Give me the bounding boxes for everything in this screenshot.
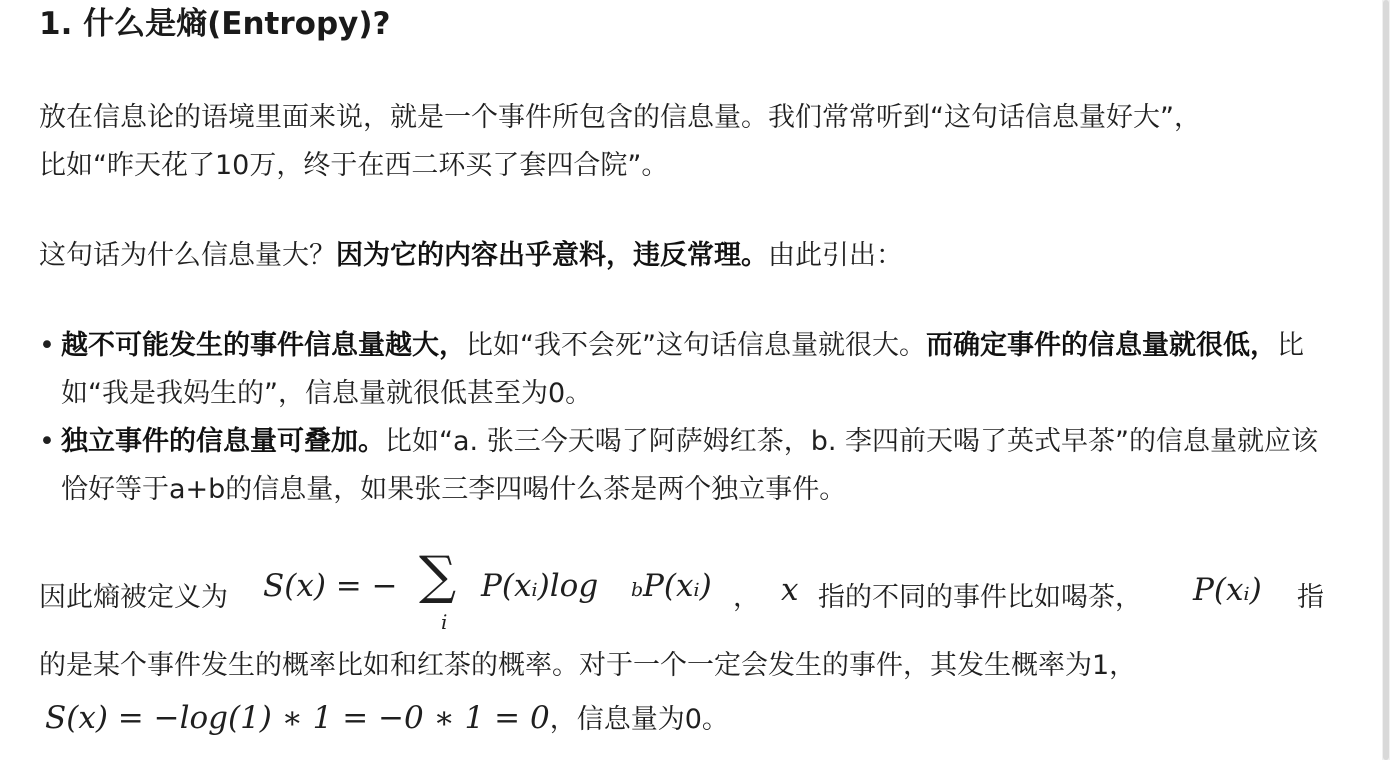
definition-comma: ，	[733, 582, 760, 613]
bullet-text: 比如“a. 张三今天喝了阿萨姆红茶，b. 李四前天喝了英式早茶”的信息量就应该恰好等于a+b的信息量，如果张三李四喝什么茶是两个独立事件。	[61, 426, 1318, 505]
sum-index: i	[441, 610, 448, 634]
bullet-text: 比如“我不会死”这句话信息量就很大。	[466, 330, 926, 361]
bullet-mark: •	[39, 330, 55, 361]
p-symbol: P(xᵢ)	[1193, 572, 1262, 608]
bullet-bold-text: 独立事件的信息量可叠加。	[61, 426, 385, 457]
formula-tail: P(xᵢ)	[643, 568, 712, 604]
bullet-mark: •	[39, 426, 55, 457]
list-item	[39, 418, 1334, 514]
intro-line-2: 比如“昨天花了10万，终于在西二环买了套四合院”。	[39, 150, 669, 181]
log-base: b	[631, 579, 644, 601]
list-item	[39, 322, 1334, 418]
definition-lead: 因此熵被定义为	[39, 582, 228, 613]
question-paragraph	[39, 232, 1329, 280]
bullet-bold-text: 而确定事件的信息量就很低，	[925, 330, 1277, 361]
p-description: 指	[1297, 582, 1324, 613]
section-heading: 1. 什么是熵(Entropy)?	[39, 6, 391, 42]
sum-symbol: ∑	[419, 546, 457, 606]
bullet-bold-text: 越不可能发生的事件信息量越大，	[61, 330, 466, 361]
question-text: 这句话为什么信息量大？	[39, 240, 336, 271]
certain-event-formula-line	[45, 694, 729, 744]
intro-line-1: 放在信息论的语境里面来说，就是一个事件所包含的信息量。我们常常听到“这句话信息量好大”，	[39, 102, 1201, 133]
question-tail: 由此引出：	[768, 240, 903, 271]
intro-paragraph	[39, 94, 1329, 190]
bullet-text: 比如“我是我妈生的”，信息量就很低甚至为0。	[61, 330, 1304, 409]
entropy-definition	[39, 546, 1339, 642]
entropy-properties-list	[39, 322, 1334, 514]
vertical-scrollbar[interactable]	[1382, 0, 1390, 760]
certain-event-paragraph: 的是某个事件发生的概率比如和红茶的概率。对于一个一定会发生的事件，其发生概率为1，	[39, 650, 1137, 681]
question-answer-bold: 因为它的内容出乎意料，违反常理。	[336, 240, 768, 271]
formula-lhs: S(x) = −	[263, 568, 398, 604]
scrollbar-thumb[interactable]	[1383, 0, 1389, 760]
formula-rhs: P(xᵢ)log	[481, 568, 599, 604]
certain-event-tail: ，信息量为0。	[549, 704, 729, 735]
x-description: 指的不同的事件比如喝茶，	[818, 582, 1142, 613]
x-symbol: x	[781, 572, 799, 608]
certain-event-formula: S(x) = −log(1) ∗ 1 = −0 ∗ 1 = 0	[45, 700, 550, 736]
